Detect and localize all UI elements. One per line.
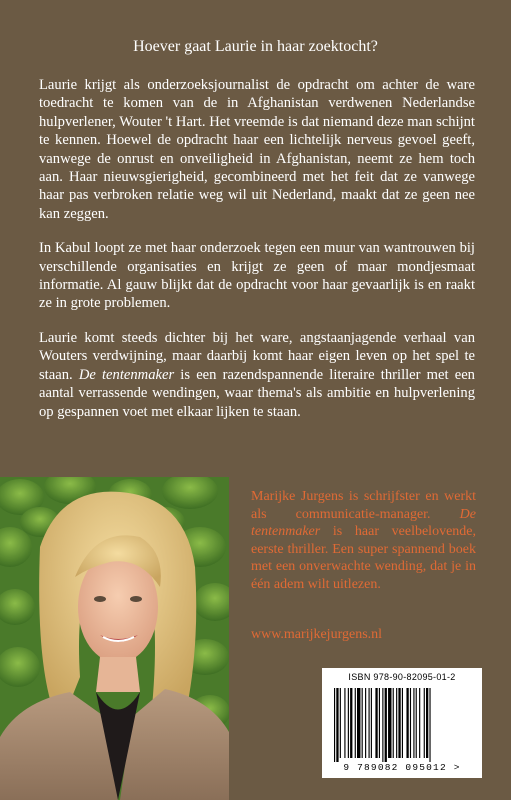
barcode-bar (340, 688, 341, 758)
synopsis-text: Laurie komt steeds dichter bij het ware, angstaanjagende verhaal van Wouters verdwijning, maar daarbij komt haar eigen leven op het spel te staan. (39, 329, 475, 383)
barcode-bar (357, 688, 360, 758)
barcode-bar (393, 688, 394, 758)
barcode-bar (350, 688, 352, 758)
author-website: www.marijkejurgens.nl (251, 627, 383, 642)
barcode-bar (385, 688, 387, 762)
barcode-bar (402, 688, 403, 758)
synopsis-paragraph-2: In Kabul loopt ze met haar onderzoek tegen een muur van wantrouwen bij verschillende organisaties en krijgt ze geen of maar mondjesmaat informatie. Al gauw blijkt dat de opdracht voor haar gevaarlijk is en raakt ze in grote problemen. (39, 240, 475, 312)
barcode-bar (336, 688, 338, 762)
barcode-bar (375, 688, 377, 758)
barcode-bar (334, 688, 335, 762)
bio-text: is haar veelbelovende, eerste thriller. Een super spannend boek met een onverwachte wending, dat je in één adem wilt uitlezen. (251, 524, 476, 592)
synopsis-paragraph-1: Laurie krijgt als onderzoeksjournalist de opdracht om achter de ware toedracht te komen van de in Afghanistan verdwenen Nederlandse hulpverlener, Wouter 't Hart. Het vreemde is dat niemand deze man schijnt te kennen. Hoewel de opdracht haar een lichtelijk nerveus gevoel geeft, vanwege de onrust en onveiligheid in Afghanistan, neemt ze hem toch aan. Haar nieuwsgierigheid, gecombineerd met het feit dat ze vanwege haar pas verbroken relatie weg wil uit Nederland, maakt dat ze geen nee kan zeggen. (39, 77, 475, 222)
barcode-bar (426, 688, 428, 758)
isbn-label: ISBN 978-90-82095-01-2 (348, 672, 456, 682)
barcode-bars (334, 688, 470, 762)
author-bio (251, 488, 476, 593)
tagline-heading: Hoever gaat Laurie in haar zoektocht? (133, 38, 378, 55)
barcode-bar (413, 688, 414, 758)
barcode-bar (362, 688, 363, 758)
synopsis-text: is een razendspannende literaire thriller met een aantal verrassende wendingen, waar thema's als ambitie en hulpverlening op gespannen voet met elkaar lijken te staan. (39, 366, 475, 420)
barcode-bar (371, 688, 372, 758)
barcode-bar (355, 688, 356, 758)
barcode-bar (369, 688, 370, 758)
barcode-bar (398, 688, 400, 758)
barcode-bar (382, 688, 383, 762)
barcode-bar (406, 688, 408, 758)
barcode-bar (419, 688, 420, 758)
author-photo (0, 477, 229, 800)
synopsis (39, 76, 475, 437)
synopsis-paragraph-3 (39, 329, 475, 421)
book-title: De tentenmaker (78, 366, 175, 383)
barcode-bar (348, 688, 349, 758)
bio-text: Marijke Jurgens is schrijfster en werkt als communicatie-manager. (251, 489, 476, 522)
barcode-bar (396, 688, 397, 758)
barcode-bar (379, 688, 380, 758)
book-title: De tentenmaker (251, 506, 476, 539)
isbn-barcode (322, 668, 482, 778)
barcode-bar (424, 688, 425, 758)
barcode-bar (416, 688, 417, 758)
author-bio-text (251, 488, 476, 593)
barcode-bar (365, 688, 366, 758)
barcode-bar (388, 688, 391, 758)
barcode-digits: 9 789082 095012 > (343, 762, 461, 773)
barcode-bar (410, 688, 411, 758)
barcode-bar (344, 688, 345, 758)
barcode-bar (429, 688, 430, 762)
